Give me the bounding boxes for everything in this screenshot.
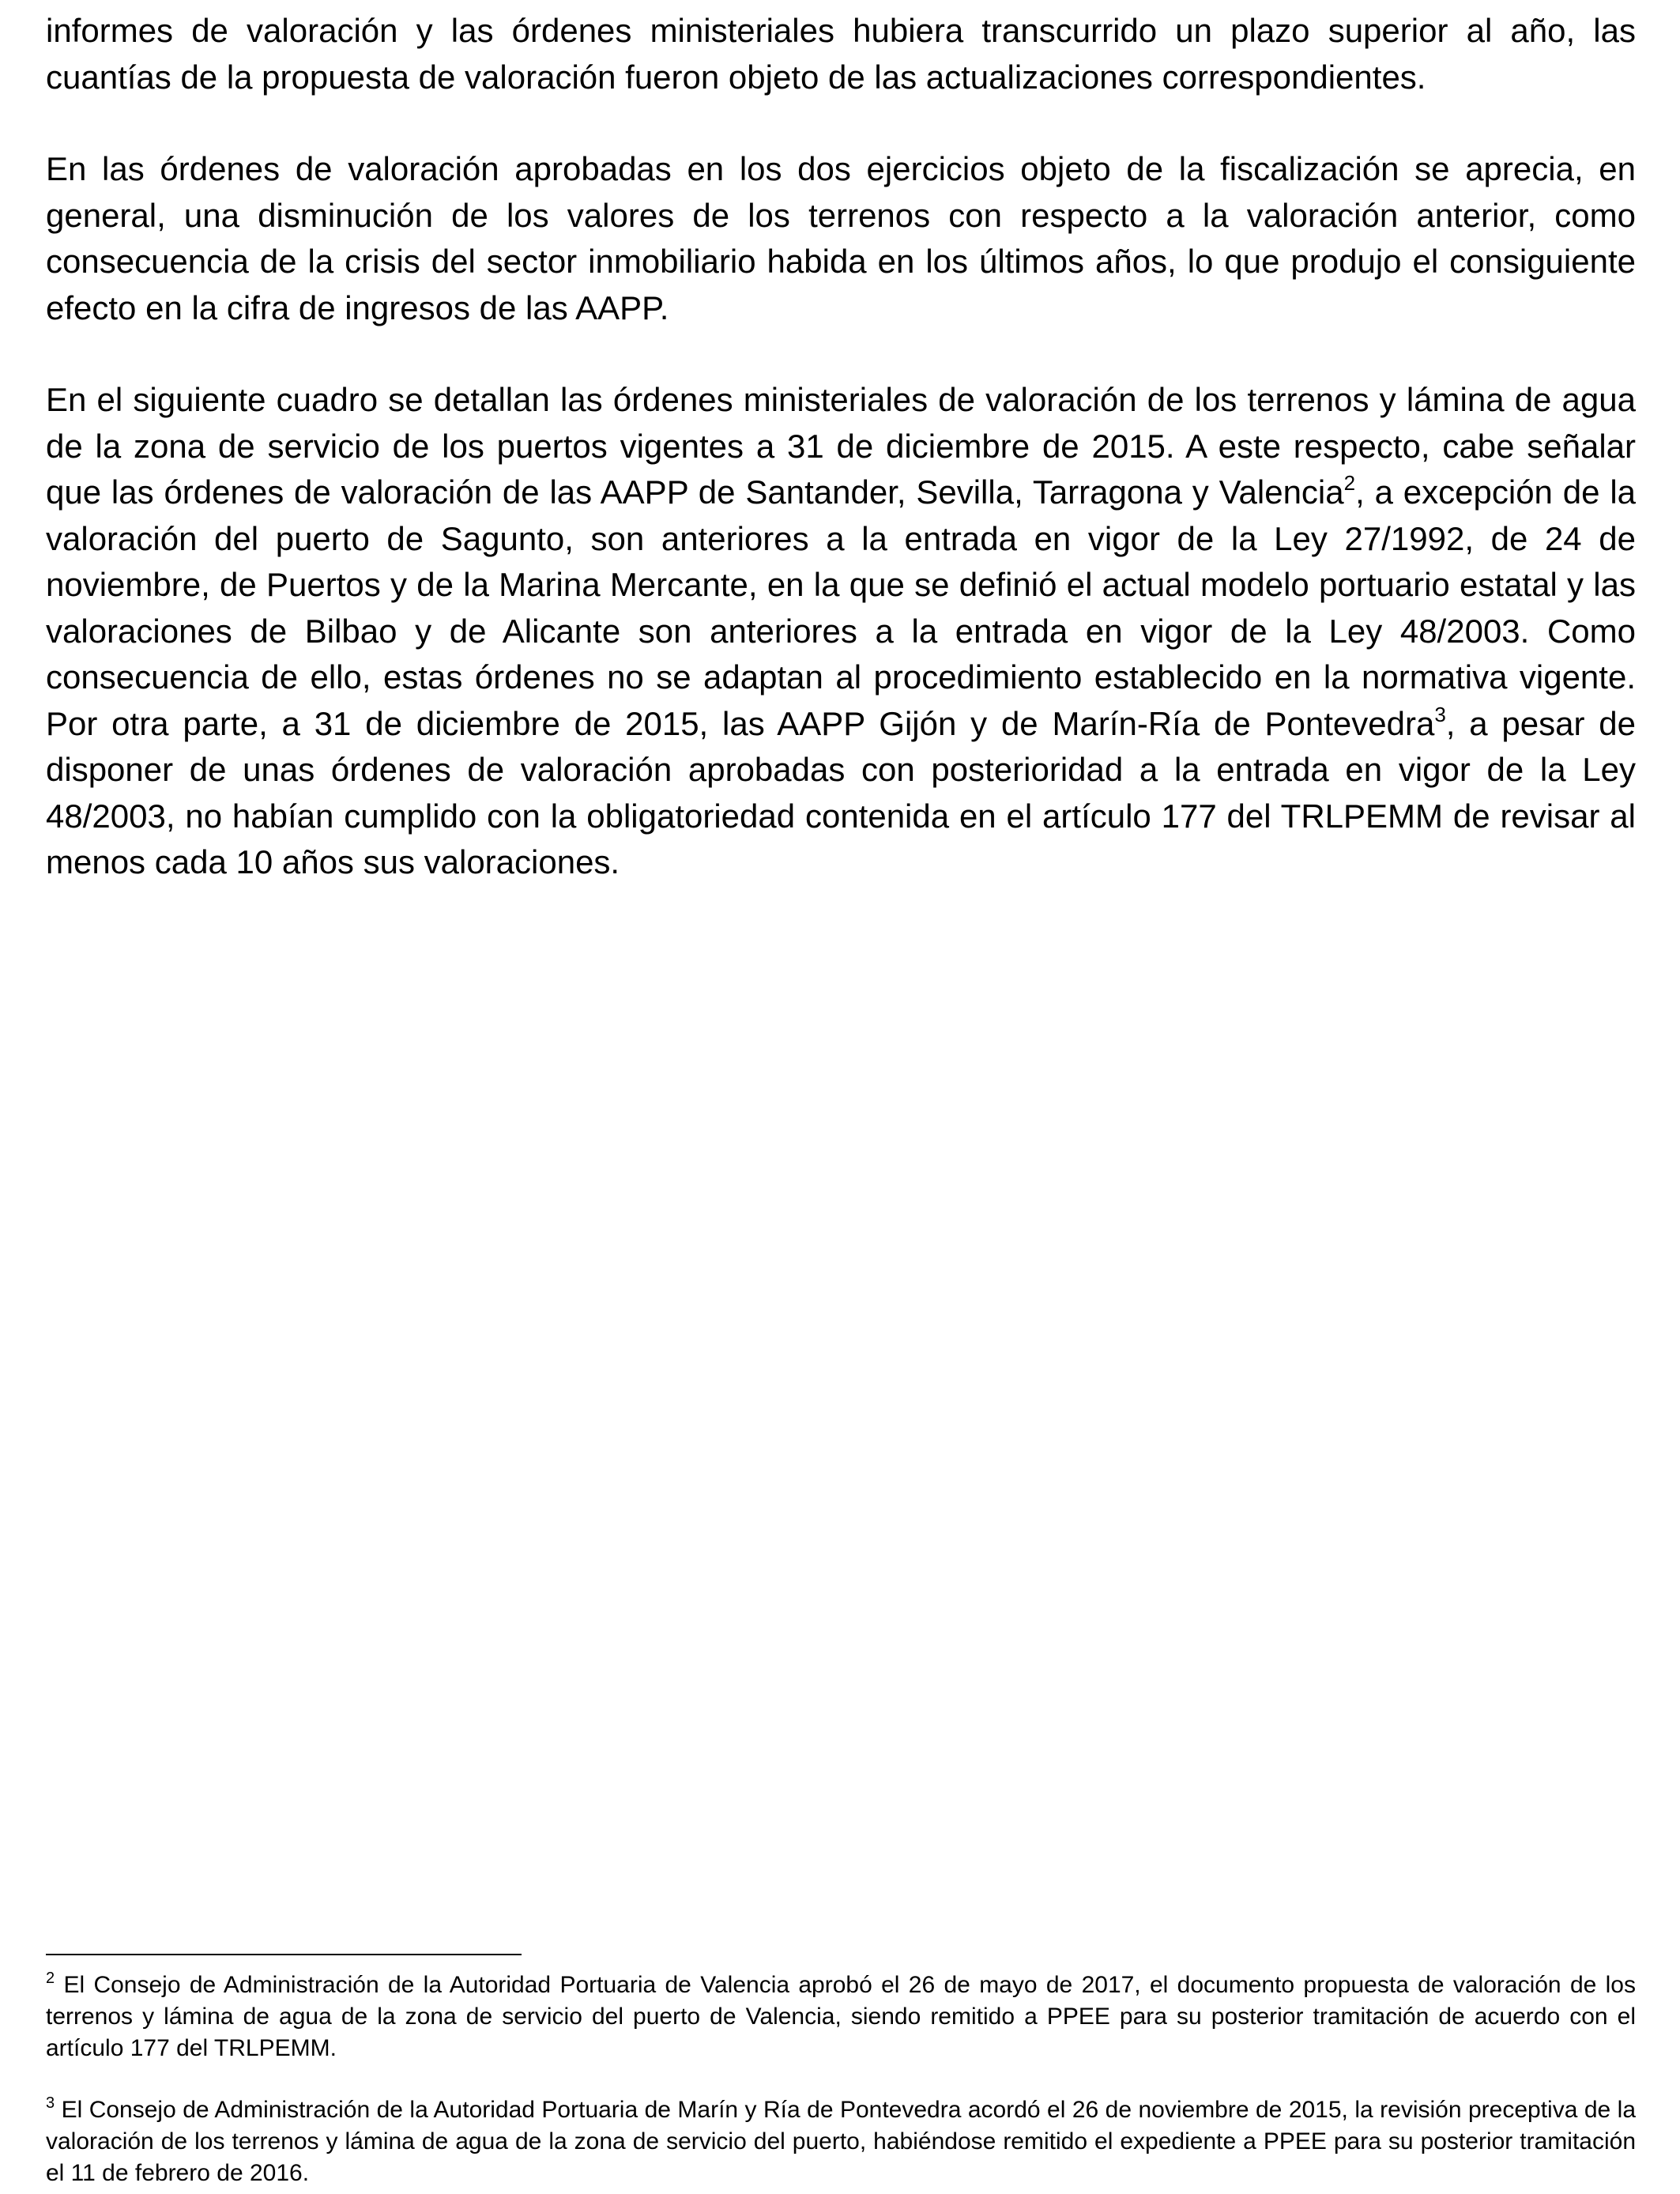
paragraph-3: [46, 377, 1636, 886]
footnote-separator: [46, 1954, 522, 1955]
paragraph-1: informes de valoración y las órdenes ministeriales hubiera transcurrido un plazo superior al año, las cuantías de la propuesta de valoración fueron objeto de las actualizaciones correspondientes.: [46, 12, 1636, 96]
paragraph-3-text-b: , a excepción de la valoración del puerto de Sagunto, son anteriores a la entrada en vigor de la Ley 27/1992, de 24 de noviembre, de Puertos y de la Marina Mercante, en la que se definió el actual modelo portuario estatal y las valoraciones de Bilbao y de Alicante son anteriores a la entrada en vigor de la Ley 48/2003. Como consecuencia de ello, estas órdenes no se adaptan al procedimiento establecido en la normativa vigente. Por otra parte, a 31 de diciembre de 2015, las AAPP Gijón y de Marín-Ría de Pontevedra: [46, 473, 1637, 742]
document-body: [46, 8, 1636, 886]
footnotes-section: [46, 1954, 1636, 2189]
footnote-3: [46, 2094, 1636, 2189]
footnote-3-number: 3: [46, 2094, 55, 2112]
footnote-2-number: 2: [46, 1970, 55, 1987]
footnote-3-text: El Consejo de Administración de la Autoridad Portuaria de Marín y Ría de Pontevedra acordó el 26 de noviembre de 2015, la revisión preceptiva de la valoración de los terrenos y lámina de agua de la zona de servicio del puerto, habiéndose remitido el expediente a PPEE para su posterior tramitación el 11 de febrero de 2016.: [46, 2097, 1636, 2186]
paragraph-3-text-c: , a pesar de disponer de unas órdenes de valoración aprobadas con posterioridad a la entrada en vigor de la Ley 48/2003, no habían cumplido con la obligatoriedad contenida en el artículo 177 del TRLPEMM de revisar al menos cada 10 años sus valoraciones.: [46, 704, 1637, 880]
footnote-ref-2[interactable]: 2: [1343, 471, 1356, 495]
footnote-2-text: El Consejo de Administración de la Autoridad Portuaria de Valencia aprobó el 26 de mayo de 2017, el documento propuesta de valoración de los terrenos y lámina de agua de la zona de servicio del puerto de Valencia, siendo remitido a PPEE para su posterior tramitación de acuerdo con el artículo 177 del TRLPEMM.: [46, 1972, 1636, 2061]
paragraph-2: En las órdenes de valoración aprobadas en los dos ejercicios objeto de la fiscalización se aprecia, en general, una disminución de los valores de los terrenos con respecto a la valoración anterior, como consecuencia de la crisis del sector inmobiliario habida en los últimos años, lo que produjo el consiguiente efecto en la cifra de ingresos de las AAPP.: [46, 150, 1636, 326]
footnote-ref-3[interactable]: 3: [1434, 702, 1446, 726]
footnote-2: [46, 1970, 1636, 2064]
paragraph-3-text-a: En el siguiente cuadro se detallan las órdenes ministeriales de valoración de los terrenos y lámina de agua de la zona de servicio de los puertos vigentes a 31 de diciembre de 2015. A este respecto, cabe señalar que las órdenes de valoración de las AAPP de Santander, Sevilla, Tarragona y Valencia: [46, 381, 1636, 511]
